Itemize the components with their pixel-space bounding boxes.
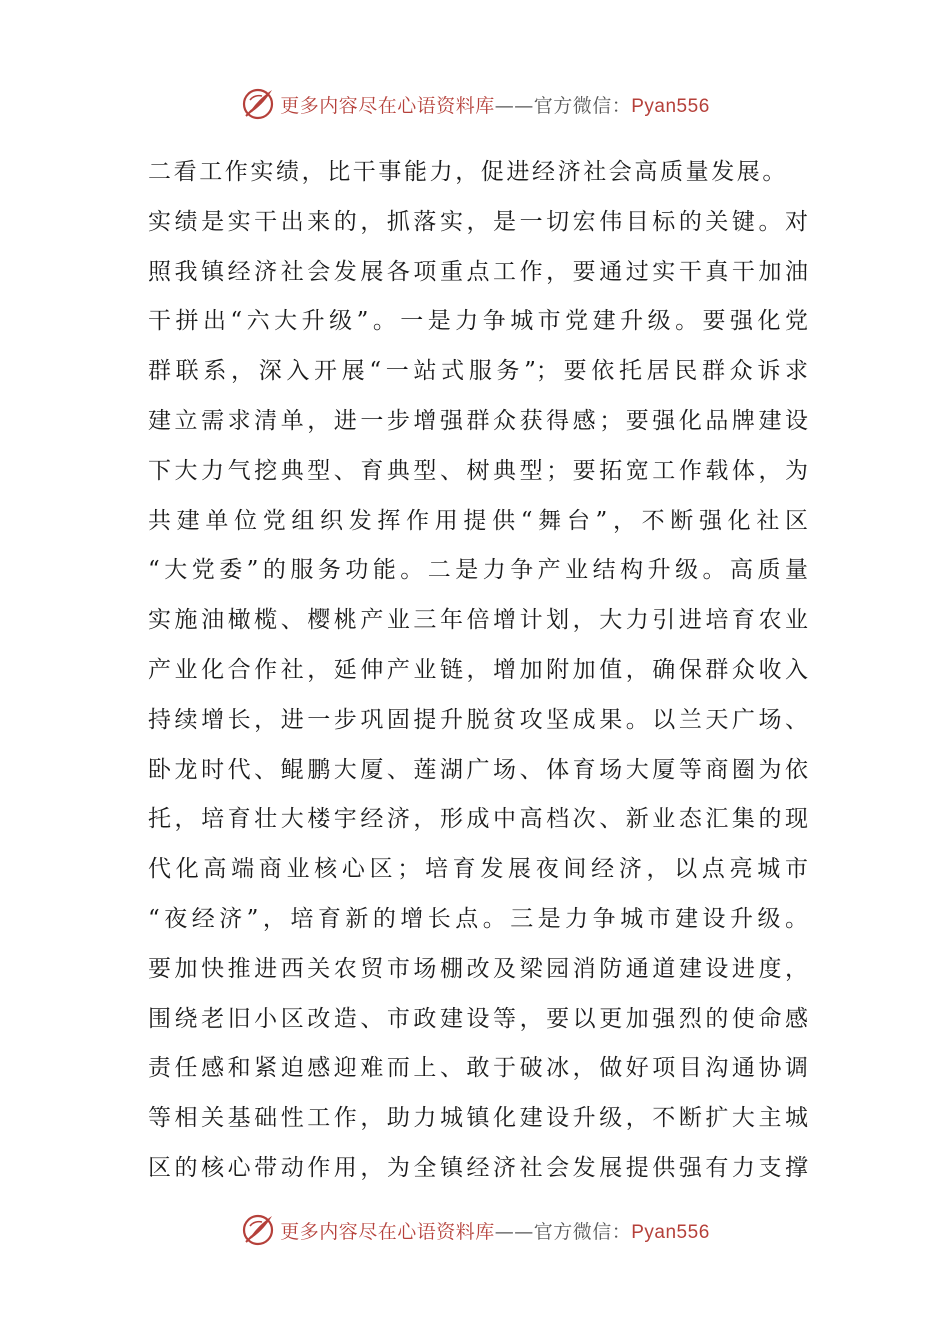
paragraph-line: 建立需求清单，进一步增强群众获得感；要强化品牌建设: [148, 407, 808, 434]
document-body: [148, 148, 808, 1194]
paragraph-line: 围绕老旧小区改造、市政建设等，要以更加强烈的使命感: [148, 1005, 808, 1032]
banner-wechat-id: Pyan556: [631, 1221, 710, 1243]
banner-text: [280, 91, 710, 118]
paragraph-line: 干拼出“六大升级”。一是力争城市党建升级。要强化党: [148, 308, 808, 335]
banner-separator: ——: [494, 1220, 534, 1243]
quill-logo-icon: [240, 86, 276, 122]
paragraph-line: 产业化合作社，延伸产业链，增加附加值，确保群众收入: [148, 656, 808, 683]
paragraph-line: 要加快推进西关农贸市场棚改及梁园消防通道建设进度，: [148, 955, 808, 982]
paragraph-line: 区的核心带动作用，为全镇经济社会发展提供强有力支撑: [148, 1154, 808, 1181]
paragraph-line: “大党委”的服务功能。二是力争产业结构升级。高质量: [148, 557, 808, 584]
paragraph-line: 共建单位党组织发挥作用提供“舞台”，不断强化社区: [148, 507, 808, 534]
banner-main-text: 更多内容尽在心语资料库: [280, 1220, 495, 1243]
paragraph-line: 照我镇经济社会发展各项重点工作，要通过实干真干加油: [148, 258, 808, 285]
header-watermark-banner: [0, 84, 950, 124]
paragraph-line: 代化高端商业核心区；培育发展夜间经济，以点亮城市: [148, 856, 808, 883]
quill-logo-icon: [240, 1212, 276, 1248]
paragraph-line: 实绩是实干出来的，抓落实，是一切宏伟目标的关键。对: [148, 208, 808, 235]
paragraph-line: “夜经济”，培育新的增长点。三是力争城市建设升级。: [148, 905, 808, 932]
banner-wechat-id: Pyan556: [631, 95, 710, 117]
banner-wechat-label: 官方微信：: [533, 1220, 632, 1243]
paragraph-line: 下大力气挖典型、育典型、树典型；要拓宽工作载体，为: [148, 457, 808, 484]
paragraph-line: 二看工作实绩，比干事能力，促进经济社会高质量发展。: [148, 159, 788, 185]
paragraph-line: 托，培育壮大楼宇经济，形成中高档次、新业态汇集的现: [148, 806, 808, 833]
paragraph-line: 持续增长，进一步巩固提升脱贫攻坚成果。以兰天广场、: [148, 706, 808, 733]
banner-wechat-label: 官方微信：: [533, 94, 632, 117]
footer-watermark-banner: [0, 1210, 950, 1250]
banner-text: [280, 1217, 710, 1244]
paragraph-line: 群联系，深入开展“一站式服务”；要依托居民群众诉求: [148, 358, 808, 385]
banner-separator: ——: [494, 94, 534, 117]
paragraph-line: 责任感和紧迫感迎难而上、敢于破冰，做好项目沟通协调: [148, 1055, 808, 1082]
banner-main-text: 更多内容尽在心语资料库: [280, 94, 495, 117]
paragraph-line: 等相关基础性工作，助力城镇化建设升级，不断扩大主城: [148, 1105, 808, 1132]
paragraph-line: 卧龙时代、鲲鹏大厦、莲湖广场、体育场大厦等商圈为依: [148, 756, 808, 783]
paragraph-line: 实施油橄榄、樱桃产业三年倍增计划，大力引进培育农业: [148, 607, 808, 634]
